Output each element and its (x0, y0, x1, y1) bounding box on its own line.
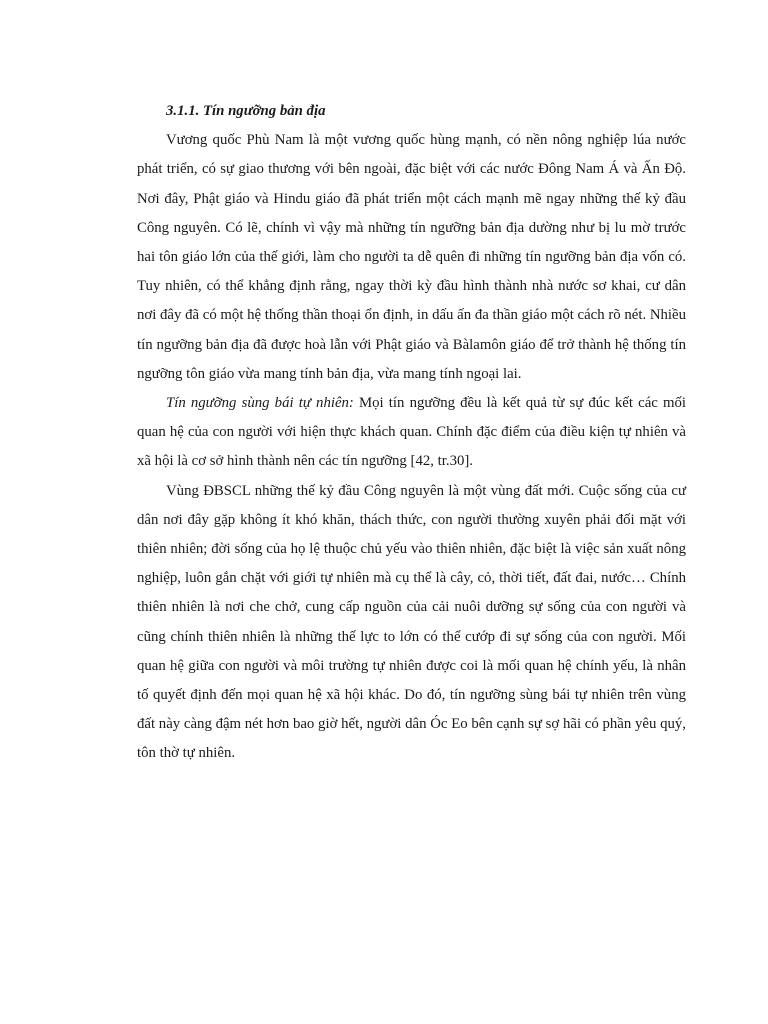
section-heading: 3.1.1. Tín ngưỡng bản địa (166, 103, 326, 119)
paragraph-2 (137, 389, 686, 477)
paragraph-3 (137, 477, 686, 769)
paragraph-2-lead: Tín ngưỡng sùng bái tự nhiên: (166, 395, 354, 412)
paragraph-1-text: Vương quốc Phù Nam là một vương quốc hùng mạnh, có nền nông nghiệp lúa nước phát triển, có sự giao thương với bên ngoài, đặc biệt với các nước Đông Nam Á và Ấn Độ. Nơi đây, Phật giáo và Hindu giáo đã phát triển một cách mạnh mẽ ngay những thế kỷ đầu Công nguyên. Có lẽ, chính vì vậy mà những tín ngưỡng bản địa dường như bị lu mờ trước hai tôn giáo lớn của thế giới, làm cho người ta dễ quên đi những tín ngưỡng bản địa vốn có. Tuy nhiên, có thể khẳng định rằng, ngay thời kỳ đầu hình thành nhà nước sơ khai, cư dân nơi đây đã có một hệ thống thần thoại ổn định, in dấu ấn đa thần giáo một cách rõ nét. Nhiều tín ngưỡng bản địa đã được hoà lẫn với Phật giáo và Bàlamôn giáo để trở thành hệ thống tín ngưỡng tôn giáo vừa mang tính bản địa, vừa mang tính ngoại lai. (137, 132, 687, 382)
document-body (137, 97, 687, 769)
paragraph-1 (137, 126, 686, 389)
paragraph-3-text: Vùng ĐBSCL những thế kỷ đầu Công nguyên là một vùng đất mới. Cuộc sống của cư dân nơi đây gặp không ít khó khăn, thách thức, con người thường xuyên phải đối mặt với thiên nhiên; đời sống của họ lệ thuộc chủ yếu vào thiên nhiên, đặc biệt là việc sản xuất nông nghiệp, luôn gắn chặt với giới tự nhiên mà cụ thể là cây, cỏ, thời tiết, đất đai, nước… Chính thiên nhiên là nơi che chở, cung cấp nguồn của cải nuôi dưỡng sự sống của con người và cũng chính thiên nhiên là những thế lực to lớn có thể cướp đi sự sống của con người. Mối quan hệ giữa con người và môi trường tự nhiên được coi là mối quan hệ chính yếu, là nhân tố quyết định đến mọi quan hệ xã hội khác. Do đó, tín ngưỡng sùng bái tự nhiên trên vùng đất này càng đậm nét hơn bao giờ hết, người dân Óc Eo bên cạnh sự sợ hãi có phần yêu quý, tôn thờ tự nhiên. (137, 482, 686, 762)
paragraph-block (137, 126, 686, 768)
paragraph-2-text: Mọi tín ngưỡng đều là kết quả từ sự đúc kết các mối quan hệ của con người với hiện thực khách quan. Chính đặc điểm của điều kiện tự nhiên và xã hội là cơ sở hình thành nên các tín ngưỡng [42, tr.30]. (137, 395, 686, 470)
